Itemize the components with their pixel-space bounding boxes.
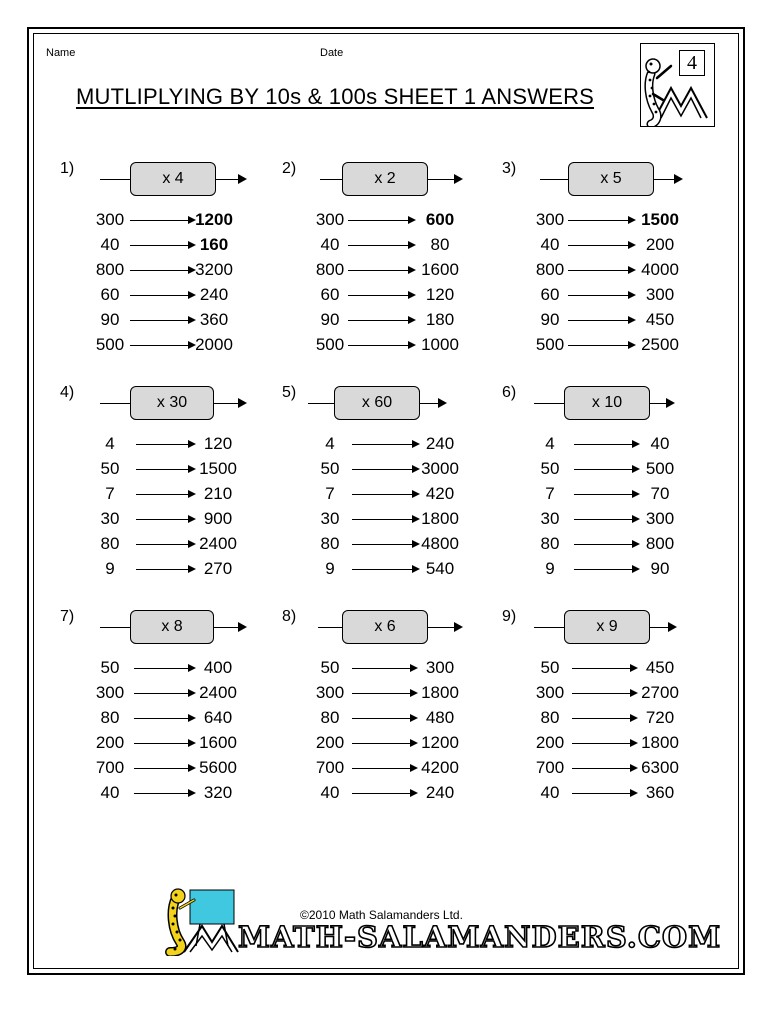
problem-7 [60, 608, 280, 818]
input-number: 4 [325, 434, 335, 453]
row-arrow-line [568, 220, 628, 221]
input-number: 40 [100, 783, 120, 802]
row-arrow-line [568, 320, 628, 321]
answer-row [282, 681, 502, 705]
row-arrow-line [136, 519, 188, 520]
answer-row [60, 756, 280, 780]
answer-row [60, 557, 280, 581]
answer-row [60, 706, 280, 730]
input-number: 80 [540, 708, 560, 727]
input-number: 9 [545, 559, 555, 578]
answer-number: 2000 [195, 335, 233, 354]
answer-row [502, 482, 722, 506]
input-number: 80 [540, 534, 560, 553]
answer-row [502, 258, 722, 282]
answer-number: 1600 [421, 260, 459, 279]
answer-row [502, 283, 722, 307]
input-number: 200 [535, 733, 565, 752]
answer-number: 450 [645, 310, 675, 329]
arrow-head-icon [238, 174, 247, 184]
answer-number: 270 [203, 559, 233, 578]
answer-row [60, 208, 280, 232]
answer-number: 360 [645, 783, 675, 802]
row-arrow-line [352, 469, 412, 470]
input-number: 40 [540, 783, 560, 802]
answer-number: 2500 [641, 335, 679, 354]
answer-number: 6300 [641, 758, 679, 777]
row-arrow-line [572, 693, 630, 694]
input-number: 300 [95, 210, 125, 229]
row-arrow-line [130, 320, 188, 321]
row-arrow-line [130, 295, 188, 296]
answer-number: 80 [430, 235, 450, 254]
answer-number: 1800 [421, 509, 459, 528]
answer-row [282, 258, 502, 282]
row-arrow-line [348, 295, 408, 296]
row-arrow-line [352, 718, 410, 719]
answer-number: 210 [203, 484, 233, 503]
input-number: 7 [105, 484, 115, 503]
input-number: 80 [320, 708, 340, 727]
input-number: 30 [320, 509, 340, 528]
operator-box: x 2 [342, 162, 428, 196]
operator-box: x 9 [564, 610, 650, 644]
problem-number: 1) [60, 160, 75, 177]
row-arrow-line [134, 693, 188, 694]
input-number: 60 [100, 285, 120, 304]
problem-8 [282, 608, 502, 818]
name-label: Name [46, 47, 76, 59]
input-number: 300 [315, 210, 345, 229]
answer-row [502, 308, 722, 332]
date-label: Date [320, 47, 344, 59]
answer-number: 200 [645, 235, 675, 254]
row-arrow-line [134, 793, 188, 794]
answer-row [282, 333, 502, 357]
input-number: 4 [545, 434, 555, 453]
answer-row [282, 532, 502, 556]
answer-number: 2400 [199, 683, 237, 702]
answer-number: 360 [199, 310, 229, 329]
answer-number: 1600 [199, 733, 237, 752]
row-arrow-line [352, 494, 412, 495]
input-number: 500 [95, 335, 125, 354]
problem-3 [502, 160, 722, 370]
answer-row [282, 208, 502, 232]
answer-row [282, 731, 502, 755]
answer-row [502, 457, 722, 481]
row-arrow-line [574, 444, 632, 445]
row-arrow-line [134, 668, 188, 669]
row-arrow-line [136, 544, 188, 545]
answer-number: 420 [425, 484, 455, 503]
arrow-head-icon [666, 398, 675, 408]
operator-box: x 60 [334, 386, 420, 420]
answer-row [60, 681, 280, 705]
input-number: 90 [100, 310, 120, 329]
operator-box: x 6 [342, 610, 428, 644]
answer-row [502, 706, 722, 730]
input-number: 50 [540, 459, 560, 478]
input-number: 800 [535, 260, 565, 279]
answer-row [60, 432, 280, 456]
answer-number: 120 [425, 285, 455, 304]
input-number: 500 [315, 335, 345, 354]
input-number: 60 [320, 285, 340, 304]
row-arrow-line [572, 668, 630, 669]
answer-row [282, 756, 502, 780]
input-number: 700 [535, 758, 565, 777]
row-arrow-line [134, 768, 188, 769]
answer-number: 300 [425, 658, 455, 677]
input-number: 300 [315, 683, 345, 702]
arrow-head-icon [238, 622, 247, 632]
row-arrow-line [572, 768, 630, 769]
input-number: 800 [315, 260, 345, 279]
input-number: 40 [540, 235, 560, 254]
arrow-head-icon [674, 174, 683, 184]
input-number: 80 [320, 534, 340, 553]
answer-number: 900 [203, 509, 233, 528]
answer-number: 480 [425, 708, 455, 727]
answer-number: 4800 [421, 534, 459, 553]
input-number: 700 [95, 758, 125, 777]
answer-row [60, 781, 280, 805]
answer-number: 4000 [641, 260, 679, 279]
input-number: 500 [535, 335, 565, 354]
row-arrow-line [352, 668, 410, 669]
answer-number: 3000 [421, 459, 459, 478]
input-number: 40 [320, 235, 340, 254]
input-number: 7 [325, 484, 335, 503]
answer-row [282, 233, 502, 257]
row-arrow-line [136, 569, 188, 570]
answer-row [502, 731, 722, 755]
input-number: 50 [320, 459, 340, 478]
row-arrow-line [130, 245, 188, 246]
row-arrow-line [574, 519, 632, 520]
answer-number: 500 [645, 459, 675, 478]
row-arrow-line [136, 469, 188, 470]
answer-row [282, 457, 502, 481]
answer-number: 1500 [199, 459, 237, 478]
answer-row [502, 781, 722, 805]
input-number: 200 [95, 733, 125, 752]
answer-row [282, 482, 502, 506]
answer-number: 800 [645, 534, 675, 553]
row-arrow-line [348, 270, 408, 271]
answer-row [502, 333, 722, 357]
answer-row [60, 656, 280, 680]
answer-number: 1200 [195, 210, 233, 229]
input-number: 300 [535, 683, 565, 702]
input-number: 90 [540, 310, 560, 329]
answer-number: 300 [645, 509, 675, 528]
answer-number: 120 [203, 434, 233, 453]
answer-number: 70 [650, 484, 670, 503]
row-arrow-line [130, 345, 188, 346]
input-number: 60 [540, 285, 560, 304]
input-number: 200 [315, 733, 345, 752]
input-number: 80 [100, 708, 120, 727]
answer-number: 450 [645, 658, 675, 677]
answer-number: 540 [425, 559, 455, 578]
answer-row [60, 457, 280, 481]
answer-row [282, 557, 502, 581]
answer-number: 5600 [199, 758, 237, 777]
arrow-head-icon [454, 174, 463, 184]
row-arrow-line [136, 494, 188, 495]
operator-box: x 4 [130, 162, 216, 196]
answer-row [502, 432, 722, 456]
problem-number: 8) [282, 608, 297, 625]
row-arrow-line [130, 220, 188, 221]
row-arrow-line [348, 245, 408, 246]
row-arrow-line [574, 469, 632, 470]
problem-number: 9) [502, 608, 517, 625]
answer-number: 640 [203, 708, 233, 727]
answer-row [282, 507, 502, 531]
answer-row [282, 283, 502, 307]
arrow-head-icon [438, 398, 447, 408]
input-number: 700 [315, 758, 345, 777]
operator-box: x 10 [564, 386, 650, 420]
site-name: MATH-SALAMANDERS.COM [238, 920, 722, 954]
row-arrow-line [134, 718, 188, 719]
answer-number: 240 [425, 434, 455, 453]
operator-box: x 30 [130, 386, 214, 420]
problem-2 [282, 160, 502, 370]
row-arrow-line [572, 718, 630, 719]
problem-5 [282, 384, 502, 594]
answer-row [502, 681, 722, 705]
problem-6 [502, 384, 722, 594]
problem-9 [502, 608, 722, 818]
row-arrow-line [352, 793, 410, 794]
answer-row [282, 308, 502, 332]
row-arrow-line [134, 743, 188, 744]
answer-row [60, 308, 280, 332]
problem-number: 2) [282, 160, 297, 177]
row-arrow-line [348, 220, 408, 221]
input-number: 9 [105, 559, 115, 578]
answer-row [60, 333, 280, 357]
row-arrow-line [136, 444, 188, 445]
answer-row [60, 532, 280, 556]
input-number: 90 [320, 310, 340, 329]
input-number: 9 [325, 559, 335, 578]
answer-number: 1500 [641, 210, 679, 229]
row-arrow-line [568, 270, 628, 271]
input-number: 50 [540, 658, 560, 677]
input-number: 40 [100, 235, 120, 254]
row-arrow-line [352, 569, 412, 570]
answer-row [502, 233, 722, 257]
answer-number: 720 [645, 708, 675, 727]
answer-number: 600 [425, 210, 455, 229]
input-number: 4 [105, 434, 115, 453]
answer-row [502, 532, 722, 556]
row-arrow-line [568, 295, 628, 296]
input-number: 800 [95, 260, 125, 279]
salamander-badge [640, 43, 715, 127]
operator-box: x 8 [130, 610, 214, 644]
answer-row [502, 656, 722, 680]
answer-number: 180 [425, 310, 455, 329]
answer-row [60, 258, 280, 282]
answer-number: 3200 [195, 260, 233, 279]
answer-row [282, 781, 502, 805]
input-number: 50 [320, 658, 340, 677]
input-number: 300 [95, 683, 125, 702]
problem-number: 6) [502, 384, 517, 401]
answer-number: 1200 [421, 733, 459, 752]
answer-number: 320 [203, 783, 233, 802]
input-number: 30 [100, 509, 120, 528]
input-number: 40 [320, 783, 340, 802]
row-arrow-line [574, 544, 632, 545]
arrow-head-icon [238, 398, 247, 408]
operator-box: x 5 [568, 162, 654, 196]
input-number: 50 [100, 658, 120, 677]
input-number: 7 [545, 484, 555, 503]
answer-row [60, 233, 280, 257]
answer-row [60, 482, 280, 506]
problem-number: 5) [282, 384, 297, 401]
input-number: 50 [100, 459, 120, 478]
answer-number: 300 [645, 285, 675, 304]
answer-number: 1800 [421, 683, 459, 702]
row-arrow-line [352, 544, 412, 545]
problem-1 [60, 160, 280, 370]
answer-number: 4200 [421, 758, 459, 777]
answer-number: 90 [650, 559, 670, 578]
page-title: MUTLIPLYING BY 10s & 100s SHEET 1 ANSWERS [75, 84, 595, 109]
row-arrow-line [130, 270, 188, 271]
answer-number: 2400 [199, 534, 237, 553]
answer-row [502, 208, 722, 232]
answer-number: 400 [203, 658, 233, 677]
answer-number: 240 [425, 783, 455, 802]
answer-row [282, 656, 502, 680]
row-arrow-line [574, 494, 632, 495]
arrow-head-icon [668, 622, 677, 632]
problem-number: 3) [502, 160, 517, 177]
row-arrow-line [572, 743, 630, 744]
row-arrow-line [352, 444, 412, 445]
answer-number: 2700 [641, 683, 679, 702]
row-arrow-line [574, 569, 632, 570]
row-arrow-line [568, 245, 628, 246]
answer-number: 240 [199, 285, 229, 304]
input-number: 300 [535, 210, 565, 229]
row-arrow-line [348, 320, 408, 321]
answer-row [502, 507, 722, 531]
answer-number: 1800 [641, 733, 679, 752]
copyright-text: ©2010 Math Salamanders Ltd. [300, 908, 463, 922]
answer-number: 1000 [421, 335, 459, 354]
sheet-level-number: 4 [679, 50, 705, 76]
row-arrow-line [568, 345, 628, 346]
answer-row [60, 507, 280, 531]
answer-row [282, 706, 502, 730]
answer-row [60, 283, 280, 307]
row-arrow-line [352, 743, 410, 744]
problem-4 [60, 384, 280, 594]
row-arrow-line [348, 345, 408, 346]
answer-row [60, 731, 280, 755]
answer-row [502, 557, 722, 581]
answer-row [282, 432, 502, 456]
problem-number: 4) [60, 384, 75, 401]
row-arrow-line [572, 793, 630, 794]
row-arrow-line [352, 693, 410, 694]
row-arrow-line [352, 768, 410, 769]
row-arrow-line [352, 519, 412, 520]
answer-number: 40 [650, 434, 670, 453]
arrow-head-icon [454, 622, 463, 632]
answer-number: 160 [199, 235, 229, 254]
answer-row [502, 756, 722, 780]
problem-number: 7) [60, 608, 75, 625]
input-number: 80 [100, 534, 120, 553]
input-number: 30 [540, 509, 560, 528]
